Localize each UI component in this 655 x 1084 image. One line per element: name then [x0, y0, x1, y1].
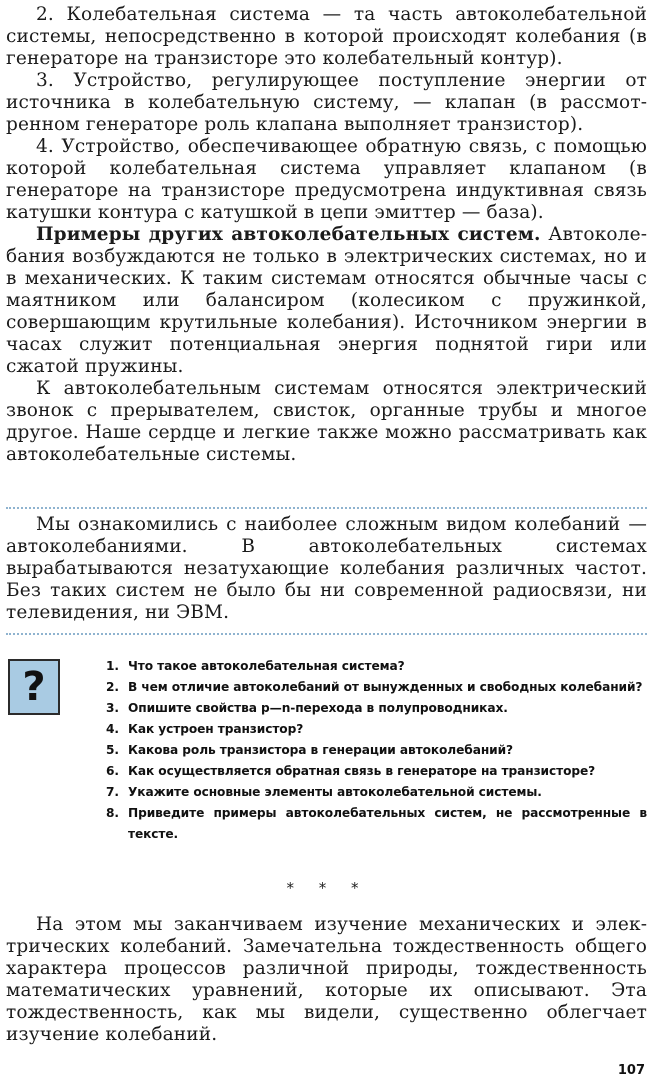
- question-number: 4.: [106, 722, 119, 736]
- page-number: 107: [617, 1063, 645, 1078]
- question-item: [106, 719, 647, 740]
- question-number: 8.: [106, 806, 119, 820]
- paragraph-valve: 3. Устройство, регулирующее поступление энергии от источника в колебательную систему, — клапан (в рассмотренном генераторе роль клапана выполняет транзистор).: [6, 70, 647, 135]
- paragraph-feedback: 4. Устройство, обеспечивающее обратную связь, с помощью которой колебательная система управляет клапаном (в генераторе на транзисторе предусмотрена индуктивная связь катушки контура с катушкой в цепи эмиттер — база).: [6, 136, 647, 223]
- question-text: Приведите примеры автоколебательных систем, не рассмотренные в тексте.: [128, 806, 647, 841]
- closing-text: На этом мы заканчиваем изучение механических и электрических колебаний. Замечательна тождественность общего характера процессов различной природы, тождественность математических уравнений, которые их описывают. Эта тождественность, как мы видели, существенно облегчает изучение колебаний.: [6, 914, 647, 1045]
- divider-top: [6, 507, 647, 509]
- question-number: 2.: [106, 680, 119, 694]
- question-number: 3.: [106, 701, 119, 715]
- question-text: В чем отличие автоколебаний от вынужденных и свободных колебаний?: [128, 680, 643, 694]
- question-number: 5.: [106, 743, 119, 757]
- paragraph-other-systems: К автоколебательным системам относятся электрический звонок с прерывателем, свисток, органные трубы и многое другое. Наше сердце и легкие также можно рассматривать как автоколебательные системы.: [6, 378, 647, 465]
- main-text: [6, 4, 647, 466]
- question-text: Опишите свойства p—n-перехода в полупроводниках.: [128, 701, 508, 715]
- summary-text: Мы ознакомились с наиболее сложным видом колебаний — автоколебаниями. В автоколебательных системах вырабатываются незатухающие колебания различных частот. Без таких систем не было бы ни современной радиосвязи, ни телевидения, ни ЭВМ.: [6, 514, 647, 623]
- question-mark-symbol: ?: [22, 664, 46, 710]
- summary-block: [6, 514, 647, 624]
- question-item: [106, 656, 647, 677]
- question-item: [106, 803, 647, 845]
- closing-block: [6, 914, 647, 1046]
- question-text: Укажите основные элементы автоколебательной системы.: [128, 785, 542, 799]
- question-text: Как устроен транзистор?: [128, 722, 304, 736]
- question-item: [106, 782, 647, 803]
- question-text: Как осуществляется обратная связь в генераторе на транзисторе?: [128, 764, 596, 778]
- question-number: 1.: [106, 659, 119, 673]
- divider-bottom: [6, 633, 647, 635]
- questions-list: [106, 656, 647, 845]
- question-number: 7.: [106, 785, 119, 799]
- question-item: [106, 740, 647, 761]
- question-text: Что такое автоколебательная система?: [128, 659, 405, 673]
- question-text: Какова роль транзистора в генерации автоколебаний?: [128, 743, 513, 757]
- question-item: [106, 761, 647, 782]
- examples-heading: Примеры других автоколебательных систем.: [36, 224, 541, 245]
- question-item: [106, 698, 647, 719]
- section-separator: * * *: [286, 879, 369, 897]
- paragraph-oscillating-system: 2. Колебательная система — та часть автоколебательной системы, непосредственно в которой происходят колебания (в генераторе на транзисторе это колебательный контур).: [6, 4, 647, 69]
- examples-text: Автоколебания возбуждаются не только в электрических системах, но и в механических. К таким системам относятся обычные часы с маятником или балансиром (колесиком с пружинкой, совершающим крутильные колебания). Источником энергии в часах служит потенциальная энергия поднятой гири или сжатой пружины.: [6, 224, 647, 377]
- question-item: [106, 677, 647, 698]
- question-number: 6.: [106, 764, 119, 778]
- paragraph-examples: [6, 224, 647, 378]
- question-mark-icon: [8, 659, 60, 715]
